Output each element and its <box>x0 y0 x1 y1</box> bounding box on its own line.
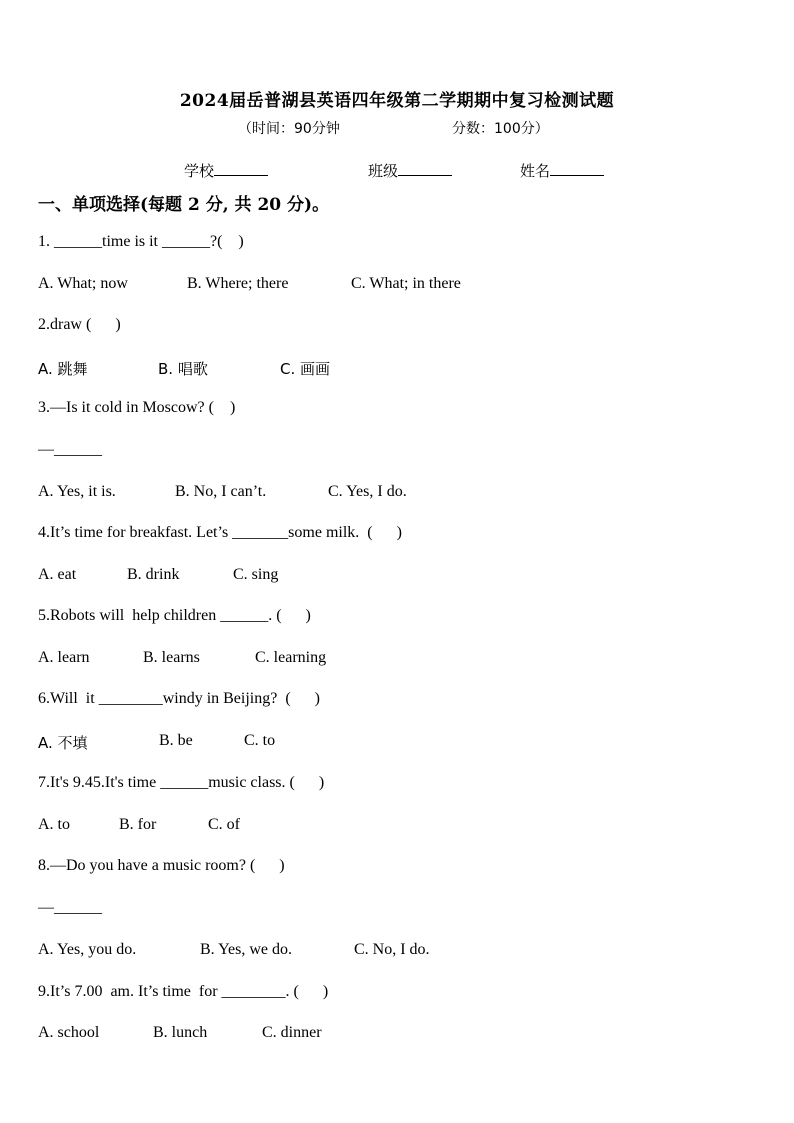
question-9-stem: 9.It’s 7.00 am. It’s time for ________. ( ) <box>38 983 329 1000</box>
option-b: B. for <box>119 816 157 833</box>
option-c: C. What; in there <box>351 275 461 292</box>
question-2-stem: 2.draw ( ) <box>38 316 121 333</box>
option-b: B. No, I can’t. <box>175 483 267 500</box>
option-a: A. What; now <box>38 275 128 292</box>
question-6-stem: 6.Will it ________windy in Beijing? ( ) <box>38 690 320 707</box>
option-c: C. 画画 <box>280 360 331 378</box>
name-blank <box>550 160 604 176</box>
exam-title: 2024届岳普湖县英语四年级第二学期期中复习检测试题 <box>179 91 615 111</box>
option-a: A. 不填 <box>38 734 88 752</box>
option-c: C. No, I do. <box>354 941 430 958</box>
option-b: B. 唱歌 <box>158 360 208 378</box>
option-a: A. to <box>38 816 70 833</box>
exam-time: （时间：90分钟 <box>238 121 340 137</box>
class-label: 班级 <box>368 162 399 180</box>
option-b: B. lunch <box>153 1024 208 1041</box>
school-label: 学校 <box>184 162 215 180</box>
option-c: C. dinner <box>262 1024 322 1041</box>
question-5-stem: 5.Robots will help children ______. ( ) <box>38 607 311 624</box>
school-blank <box>214 160 268 176</box>
option-b: B. Yes, we do. <box>200 941 293 958</box>
class-blank <box>398 160 452 176</box>
question-7-stem: 7.It's 9.45.It's time ______music class. ( ) <box>38 774 325 791</box>
name-label: 姓名 <box>520 162 551 180</box>
option-b: B. Where; there <box>187 275 289 292</box>
option-c: C. Yes, I do. <box>328 483 407 500</box>
option-a: A. learn <box>38 649 90 666</box>
option-a: A. 跳舞 <box>38 360 88 378</box>
name-field <box>520 160 604 181</box>
question-8-stem: 8.—Do you have a music room? ( ) <box>38 857 285 874</box>
exam-score: 分数：100分） <box>452 121 549 137</box>
option-c: C. learning <box>255 649 327 666</box>
option-a: A. Yes, you do. <box>38 941 137 958</box>
option-b: B. drink <box>127 566 180 583</box>
school-field <box>184 160 268 181</box>
option-c: C. to <box>244 732 276 749</box>
question-4-stem: 4.It’s time for breakfast. Let’s _______some milk. ( ) <box>38 524 402 541</box>
section-title: 一、单项选择(每题 2 分, 共 20 分)。 <box>38 195 330 215</box>
question-1-stem: 1. ______time is it ______?( ) <box>38 233 244 250</box>
question-8-answer-line: —______ <box>38 899 102 916</box>
class-field <box>368 160 452 181</box>
option-a: A. school <box>38 1024 100 1041</box>
option-c: C. sing <box>233 566 279 583</box>
question-3-stem: 3.—Is it cold in Moscow? ( ) <box>38 399 236 416</box>
option-c: C. of <box>208 816 240 833</box>
option-b: B. learns <box>143 649 200 666</box>
question-3-answer-line: —______ <box>38 441 102 458</box>
option-a: A. eat <box>38 566 77 583</box>
option-a: A. Yes, it is. <box>38 483 116 500</box>
option-b: B. be <box>159 732 193 749</box>
